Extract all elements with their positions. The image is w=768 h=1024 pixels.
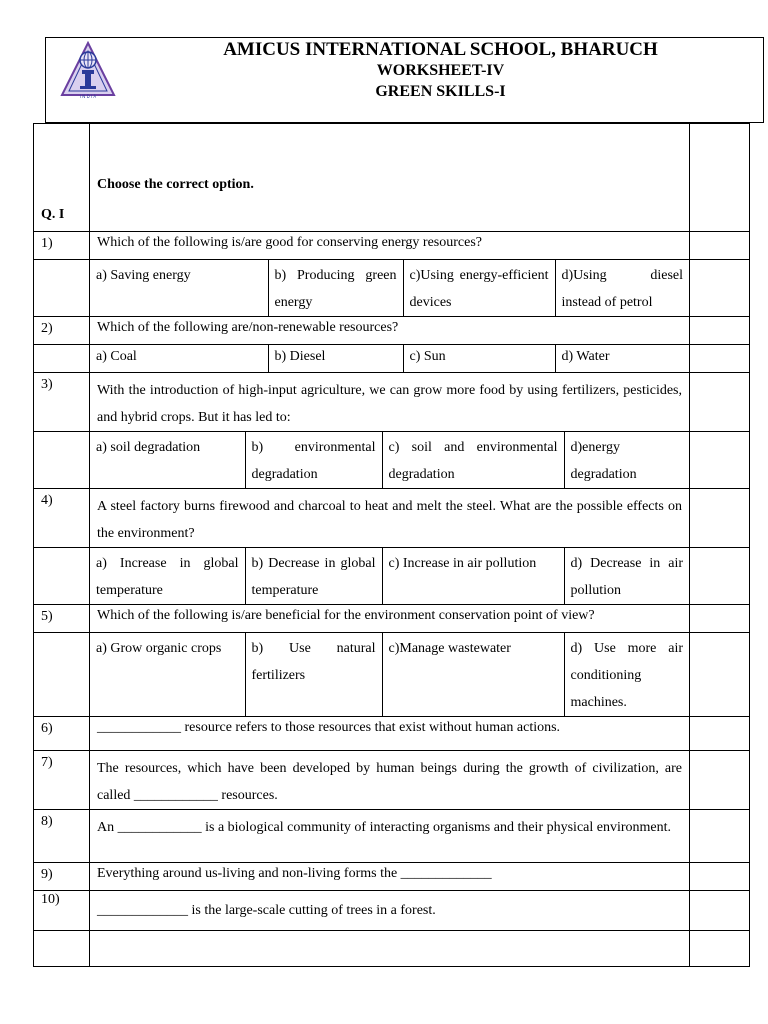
question-text: ____________ resource refers to those resources that exist without human actions. [90,717,690,751]
option-d[interactable]: d)Using diesel instead of petrol [561,268,683,310]
option-b[interactable]: b) Producing green energy [268,260,403,316]
option-a[interactable]: a) soil degradation [90,432,245,488]
option-c[interactable]: c)Manage wastewater [382,633,564,716]
section-row [34,124,750,232]
question-number: 3) [34,373,90,432]
marks-cell [690,124,750,232]
question-row [34,863,750,891]
question-number: 7) [34,751,90,810]
option-b[interactable]: b) Decrease in global temperature [245,548,382,604]
question-number: 9) [34,863,90,891]
question-number: 2) [34,317,90,345]
question-row [34,489,750,548]
option-d[interactable]: d) Use more air conditioning machines. [570,641,683,710]
options-row [34,548,750,605]
option-a[interactable]: a) Increase in global temperature [90,548,245,604]
question-text: An ____________ is a biological community of interacting organisms and their physical environment. [90,810,690,863]
question-number: 8) [34,810,90,863]
option-c[interactable]: c) soil and environmental degradation [382,432,564,488]
option-d[interactable]: d) Decrease in air pollution [570,556,683,598]
question-text: Everything around us-living and non-living forms the _____________ [90,863,690,891]
question-text: With the introduction of high-input agriculture, we can grow more food by using fertilizers, pesticides, and hybrid crops. But it has led to: [90,373,690,432]
question-number: 6) [34,717,90,751]
subject-title: GREEN SKILLS-I [375,83,506,100]
marks-cell [690,232,750,260]
school-name: AMICUS INTERNATIONAL SCHOOL, BHARUCH [223,39,658,60]
section-label: Q. I [34,124,90,232]
option-b[interactable]: b) Diesel [268,345,403,372]
question-text: A steel factory burns firewood and charcoal to heat and melt the steel. What are the possible effects on the environment? [90,489,690,548]
options-row [34,345,750,373]
question-text: Which of the following is/are beneficial for the environment conservation point of view? [90,605,690,633]
question-row [34,317,750,345]
option-c[interactable]: c) Sun [403,345,555,372]
question-text: The resources, which have been developed by human beings during the growth of civilization, are called ____________ resources. [90,751,690,810]
option-a[interactable]: a) Grow organic crops [90,633,245,716]
question-number: 10) [34,891,90,931]
question-text: _____________ is the large-scale cutting of trees in a forest. [90,891,690,931]
option-b[interactable]: b) environmental degradation [245,432,382,488]
option-d[interactable]: d)energy degradation [570,440,637,482]
question-text: Which of the following are/non-renewable resources? [90,317,690,345]
worksheet-header [45,37,764,123]
question-row [34,605,750,633]
options-row [34,260,750,317]
option-d[interactable]: d) Water [561,349,610,364]
section-instruction: Choose the correct option. [90,124,690,232]
blank-row [34,931,750,967]
question-row [34,373,750,432]
options-row [34,633,750,717]
question-row [34,717,750,751]
option-c[interactable]: c) Increase in air pollution [382,548,564,604]
options-row [34,432,750,489]
option-b[interactable]: b) Use natural fertilizers [245,633,382,716]
question-row [34,751,750,810]
question-text: Which of the following is/are good for conserving energy resources? [90,232,690,260]
option-a[interactable]: a) Saving energy [90,260,268,316]
question-number: 4) [34,489,90,548]
question-number: 1) [34,232,90,260]
question-row [34,891,750,931]
question-row [34,232,750,260]
option-c[interactable]: c)Using energy-efficient devices [403,260,555,316]
worksheet-title: WORKSHEET-IV [376,62,505,79]
question-table [33,123,750,967]
question-number: 5) [34,605,90,633]
logo-text: I N D I A [79,94,97,99]
question-row [34,810,750,863]
option-a[interactable]: a) Coal [90,345,268,372]
